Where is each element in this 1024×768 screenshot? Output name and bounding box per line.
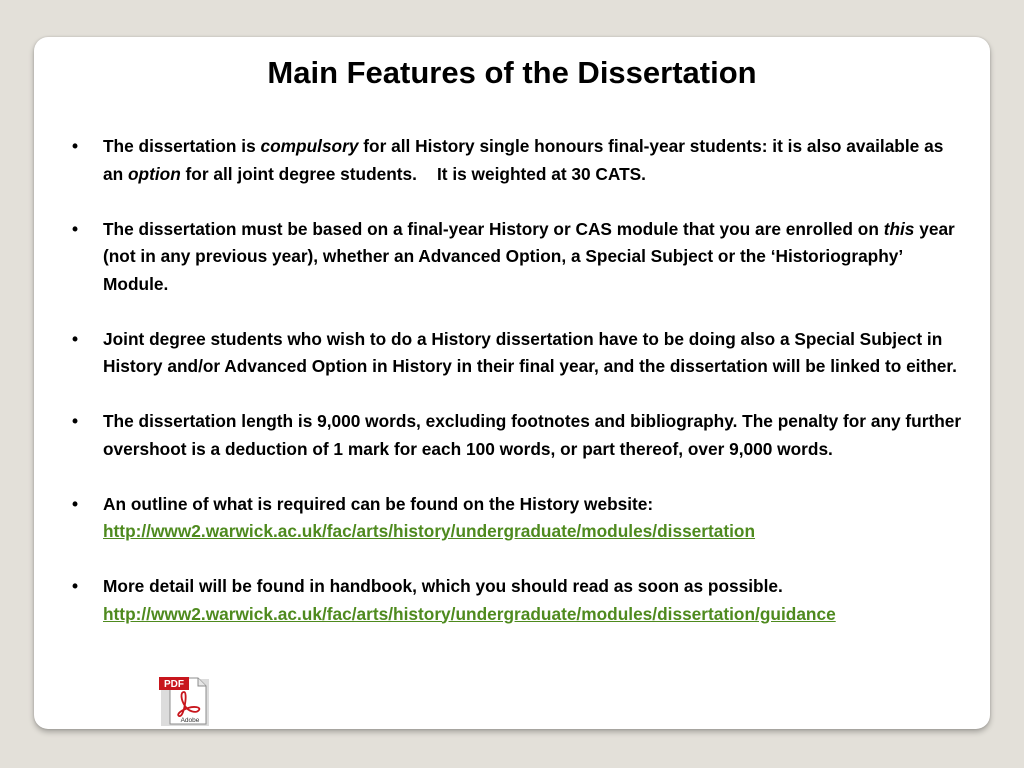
bullet-list — [72, 133, 967, 656]
slide-title: Main Features of the Dissertation — [267, 55, 757, 90]
pdf-badge-label: PDF — [164, 679, 184, 690]
pdf-icon[interactable] — [158, 676, 210, 726]
adobe-wordmark: Adobe — [180, 717, 200, 724]
bullet-handbook: • More detail will be found in handbook, which you should read as soon as possible. http://www2.warwick.ac.uk/fac/arts/history/undergraduate/modules/dissertation/guidance — [72, 573, 967, 628]
bullet-module-requirement: • The dissertation must be based on a final-year History or CAS module that you are enrolled on this year (not in any previous year), whether an Advanced Option, a Special Subject or the ‘Historiography’ Module. — [72, 216, 967, 299]
bullet-joint-degree: • Joint degree students who wish to do a History dissertation have to be doing also a Special Subject in History and/or Advanced Option in History in their final year, and the dissertation will be linked to either. — [72, 326, 967, 381]
bullet-compulsory: • The dissertation is compulsory for all History single honours final-year students: it is also available as an option for all joint degree students. It is weighted at 30 CATS. — [72, 133, 967, 188]
guidance-handbook-link[interactable]: http://www2.warwick.ac.uk/fac/arts/history/undergraduate/modules/dissertation/guidance — [103, 603, 836, 624]
bullet-outline: • An outline of what is required can be found on the History website: http://www2.warwick.ac.uk/fac/arts/history/undergraduate/modules/dissertation — [72, 491, 967, 546]
bullet-word-length: • The dissertation length is 9,000 words, excluding footnotes and bibliography. The penalty for any further overshoot is a deduction of 1 mark for each 100 words, or part thereof, over 9,000 words. — [72, 408, 967, 463]
dissertation-website-link[interactable]: http://www2.warwick.ac.uk/fac/arts/history/undergraduate/modules/dissertation — [103, 521, 756, 541]
